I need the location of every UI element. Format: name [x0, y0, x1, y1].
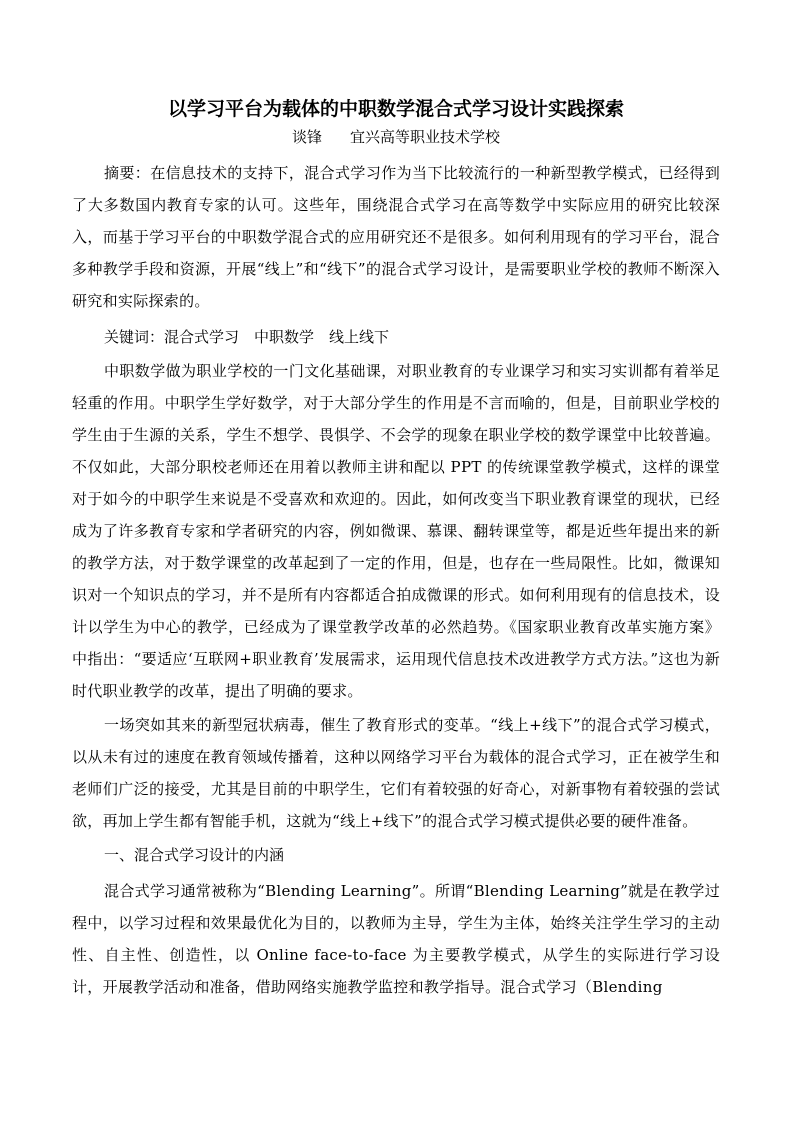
body-paragraph-2: 一场突如其来的新型冠状病毒，催生了教育形式的变革。“线上+线下”的混合式学习模式，以从未有过的速度在教育领域传播着，这种以网络学习平台为载体的混合式学习，正在被学生和老师们广泛的接受，尤其是目前的中职学生，它们有着较强的好奇心，对新事物有着较强的尝试欲，再加上学生都有智能手机，这就为“线上+线下”的混合式学习模式提供必要的硬件准备。: [72, 716, 720, 830]
keywords-line: 关键词：混合式学习 中职数学 线上线下: [104, 328, 390, 346]
section-heading: 一、混合式学习设计的内涵: [104, 846, 285, 864]
abstract-paragraph: 摘要：在信息技术的支持下，混合式学习作为当下比较流行的一种新型教学模式，已经得到了大多数国内教育专家的认可。这些年，围绕混合式学习在高等数学中实际应用的研究比较深入，而基于学习平台的中职数学混合式的应用研究还不是很多。如何利用现有的学习平台，混合多种教学手段和资源，开展“线上”和“线下”的混合式学习设计，是需要职业学校的教师不断深入研究和实际探索的。: [72, 164, 720, 310]
document-title: 以学习平台为载体的中职数学混合式学习设计实践探索: [167, 98, 624, 120]
body-paragraph-1: 中职数学做为职业学校的一门文化基础课，对职业教育的专业课学习和实习实训都有着举足轻重的作用。中职学生学好数学，对于大部分学生的作用是不言而喻的，但是，目前职业学校的学生由于生源的关系，学生不想学、畏惧学、不会学的现象在职业学校的数学课堂中比较普遍。不仅如此，大部分职校老师还在用着以教师主讲和配以 PPT 的传统课堂教学模式，这样的课堂对于如今的中职学生来说是不受喜欢和欢迎的。因此，如何改变当下职业教育课堂的现状，已经成为了许多教育专家和学者研究的内容，例如微课、慕课、翻转课堂等，都是近些年提出来的新的教学方法，对于数学课堂的改革起到了一定的作用，但是，也存在一些局限性。比如，微课知识对一个知识点的学习，并不是所有内容都适合拍成微课的形式。如何利用现有的信息技术，设计以学生为中心的教学，已经成为了课堂教学改革的必然趋势。《国家职业教育改革实施方案》中指出：“要适应‘互联网+职业教育’发展需求，运用现代信息技术改进教学方式方法。”这也为新时代职业教学的改革，提出了明确的要求。: [72, 362, 720, 700]
author-name: 谈锋: [291, 128, 322, 146]
body-paragraph-3: 混合式学习通常被称为“Blending Learning”。所谓“Blending Learning”就是在教学过程中，以学习过程和效果最优化为目的，以教师为主导，学生为主体，始终关注学生学习的主动性、自主性、创造性，以 Online face-to-face 为主要教学模式，从学生的实际进行学习设计，开展教学活动和准备，借助网络实施教学监控和教学指导。混合式学习（Blending: [72, 882, 720, 996]
author-institution: 宜兴高等职业技术学校: [350, 128, 501, 146]
byline: [72, 127, 720, 157]
document-page: [72, 97, 720, 1003]
